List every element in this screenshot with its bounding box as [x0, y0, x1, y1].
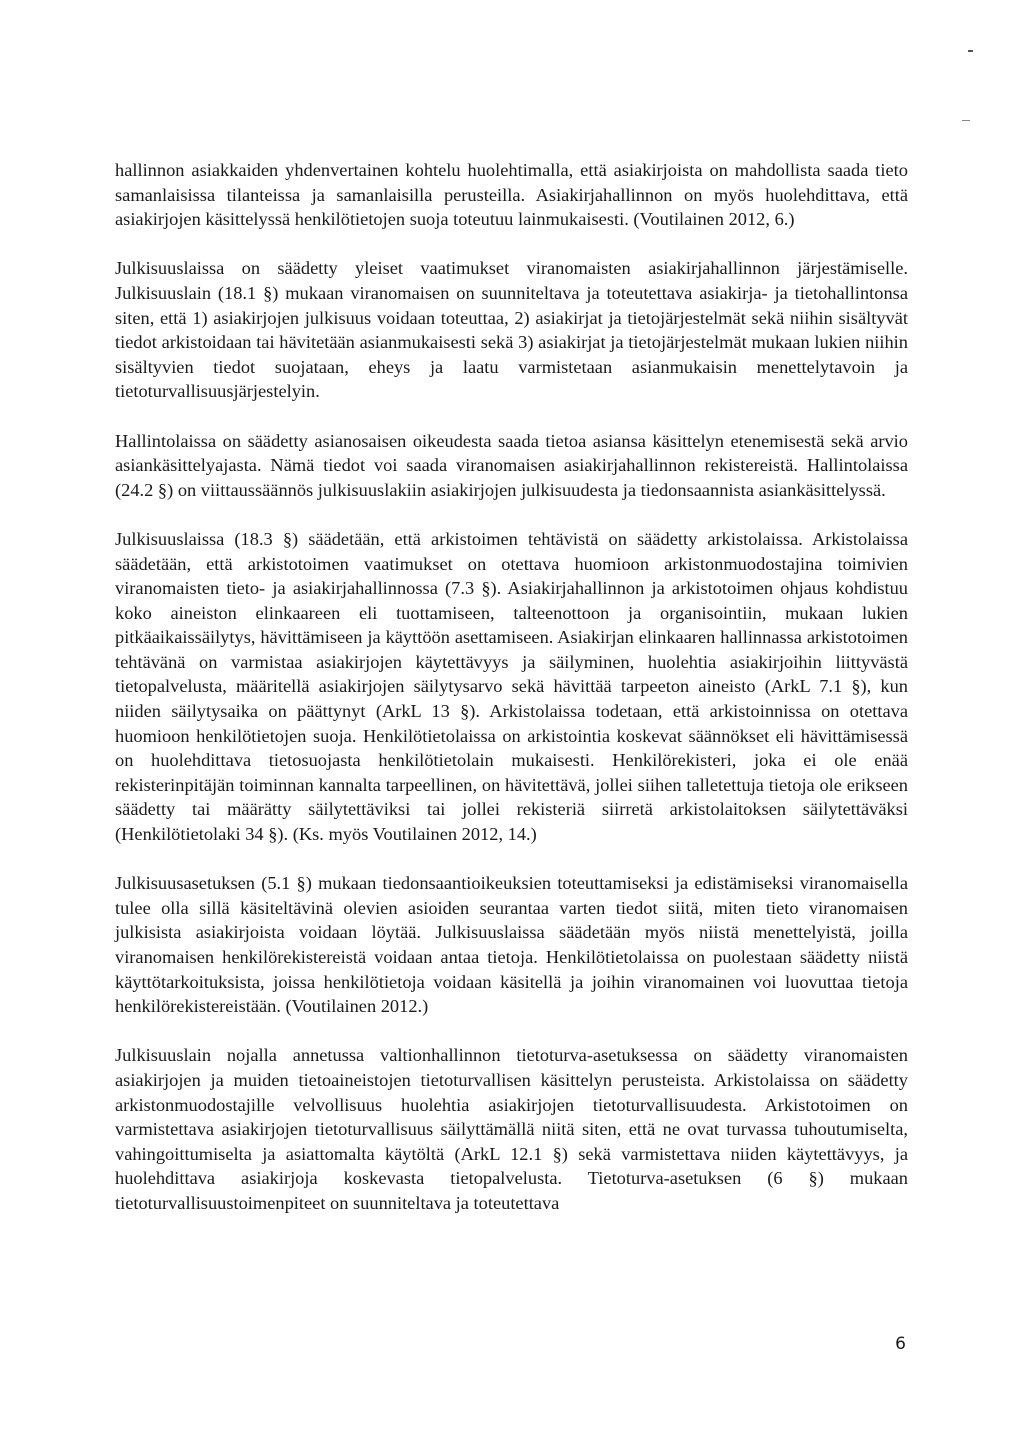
paragraph: hallinnon asiakkaiden yhdenvertainen kohtelu huolehtimalla, että asiakirjoista on mahdollista saada tieto samanlaisissa tilanteissa ja samanlaisilla perusteilla. Asiakirjahallinnon on myös huolehdittava, että asiakirjojen käsittelyssä henkilötietojen suoja toteutuu lainmukaisesti. (Voutilainen 2012, 6.) — [115, 160, 908, 230]
paragraph: Julkisuuslaissa (18.3 §) säädetään, että arkistoimen tehtävistä on säädetty arkistolaissa. Arkistolaissa säädetään, että arkistotoimen vaatimukset on otettava huomioon arkistonmuodostajina toimivien viranomaisten tieto- ja asiakirjahallinnossa (7.3 §). Asiakirjahallinnon ja arkistotoimen ohjaus kohdistuu koko aineiston elinkaareen eli tuottamiseen, talteenottoon ja organisointiin, mukaan lukien pitkäaikaissäilytys, hävittämiseen ja käyttöön asettamiseen. Asiakirjan elinkaaren hallinnassa arkistotoimen tehtävänä on varmistaa asiakirjojen käytettävyys ja säilyminen, huolehtia asiakirjoihin liittyvästä tietopalvelusta, määritellä asiakirjojen säilytysarvo sekä hävittää tarpeeton aineisto (ArkL 7.1 §), kun niiden säilytysaika on päättynyt (ArkL 13 §). Arkistolaissa todetaan, että arkistoinnissa on otettava huomioon henkilötietojen suoja. Henkilötietolaissa on arkistointia koskevat säännökset eli hävittämisessä on huolehdittava tietosuojasta henkilötietolain mukaisesti. Henkilörekisteri, joka ei ole enää rekisterinpitäjän toiminnan kannalta tarpeellinen, on hävitettävä, jollei siihen talletettuja tietoja ole erikseen säädetty tai määrätty säilytettäviksi tai jollei rekisteriä siirretä arkistolaitoksen säilytettäväksi (Henkilötietolaki 34 §). (Ks. myös Voutilainen 2012, 14.) — [115, 528, 908, 845]
scan-artifact-mark — [968, 50, 973, 52]
body-text — [115, 158, 908, 1240]
paragraph: Julkisuusasetuksen (5.1 §) mukaan tiedonsaantioikeuksien toteuttamiseksi ja edistämiseksi viranomaisella tulee olla sillä käsiteltävinä olevien asioiden seurantaa varten tiedot siitä, miten tieto viranomaisen julkisista asiakirjoista voidaan löytää. Julkisuuslaissa säädetään myös niistä menettelyistä, joilla viranomaisen henkilörekistereistä voidaan antaa tietoja. Henkilötietolaissa on puolestaan säädetty niistä käyttötarkoituksista, joissa henkilötietoja voidaan käsitellä ja joihin viranomainen voi luovuttaa tietoja henkilörekistereistään. (Voutilainen 2012.) — [115, 873, 908, 1017]
paragraph: Hallintolaissa on säädetty asianosaisen oikeudesta saada tietoa asiansa käsittelyn etenemisestä sekä arvio asiankäsittelyajasta. Nämä tiedot voi saada viranomaisen asiakirjahallinnon rekistereistä. Hallintolaissa (24.2 §) on viittaussäännös julkisuuslakiin asiakirjojen julkisuudesta ja tiedonsaannista asiankäsittelyssä. — [115, 430, 908, 500]
paragraph: Julkisuuslaissa on säädetty yleiset vaatimukset viranomaisten asiakirjahallinnon järjestämiselle. Julkisuuslain (18.1 §) mukaan viranomaisen on suunniteltava ja toteutettava asiakirja- ja tietohallintonsa siten, että 1) asiakirjojen julkisuus voidaan toteuttaa, 2) asiakirjat ja tietojärjestelmät sekä niihin sisältyvät tiedot arkistoidaan tai hävitetään asianmukaisesti sekä 3) asiakirjat ja tietojärjestelmät mukaan lukien niihin sisältyvien tiedot suojataan, eheys ja laatu varmistetaan asianmukaisin menettelytavoin ja tietoturvallisuusjärjestelyin. — [115, 258, 908, 402]
scan-artifact-mark — [962, 120, 970, 121]
page-number: 6 — [895, 1334, 906, 1354]
paragraph: Julkisuuslain nojalla annetussa valtionhallinnon tietoturva-asetuksessa on säädetty viranomaisten asiakirjojen ja muiden tietoaineistojen tietoturvallisen käsittelyn perusteista. Arkistolaissa on säädetty arkistonmuodostajille velvollisuus huolehtia asiakirjojen tietoturvallisuudesta. Arkistotoimen on varmistettava asiakirjojen tietoturvallisuus säilyttämällä niitä siten, että ne ovat turvassa tuhoutumiselta, vahingoittumiselta ja asiattomalta käytöltä (ArkL 12.1 §) sekä varmistettava niiden käytettävyys, ja huolehdittava asiakirjoja koskevasta tietopalvelusta. Tietoturva-asetuksen (6 §) mukaan tietoturvallisuustoimenpiteet on suunniteltava ja toteutettava — [115, 1045, 908, 1213]
